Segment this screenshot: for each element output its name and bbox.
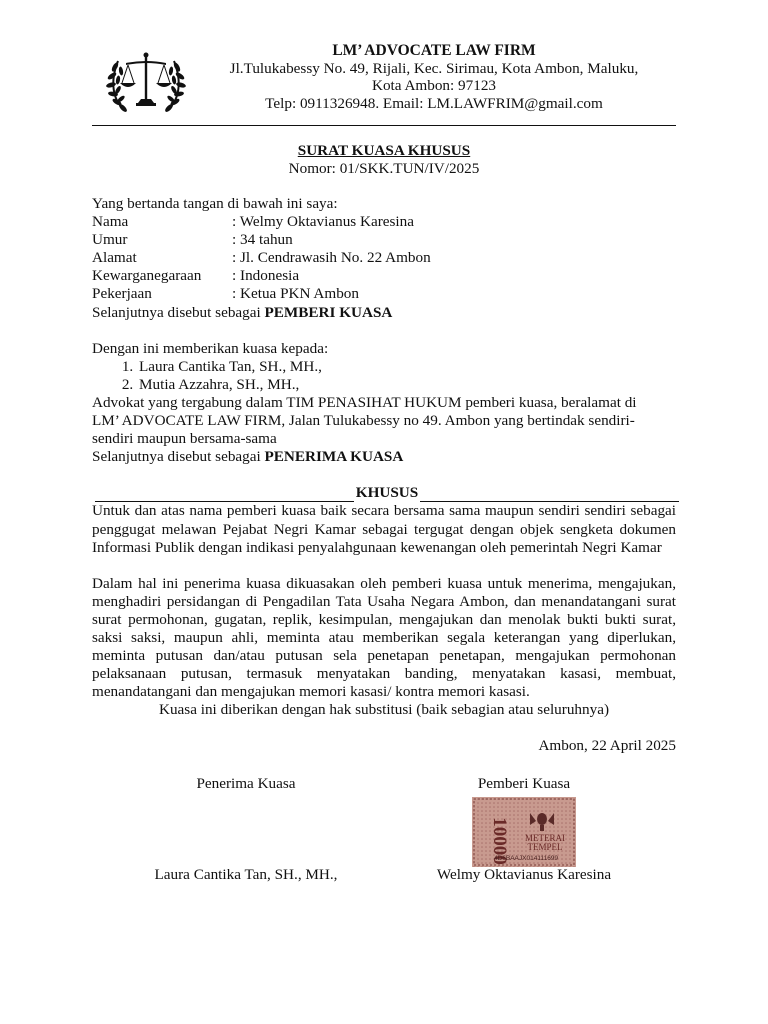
field-value: : Jl. Cendrawasih No. 22 Ambon — [232, 249, 431, 267]
signature-role-right: Pemberi Kuasa — [477, 775, 571, 792]
field-label: Alamat — [92, 249, 137, 267]
heading-rule-right — [420, 490, 679, 502]
document-body — [92, 195, 676, 756]
firm-address-line2: Kota Ambon: 97123 — [371, 77, 497, 94]
firm-name: LM’ ADVOCATE LAW FIRM — [332, 42, 536, 59]
field-label: Pekerjaan — [92, 285, 152, 303]
referred-prefix: Selanjutnya disebut sebagai — [92, 448, 265, 466]
grantee-referred-as — [92, 448, 676, 466]
grantee-description-line2: LM’ ADVOCATE LAW FIRM, Jalan Tulukabessy no 49. Ambon yang bertindak sendiri- — [92, 412, 635, 430]
stamp-serial: 4D6BAAJX014111699 — [493, 855, 559, 862]
field-label: Nama — [92, 213, 129, 231]
document-title: SURAT KUASA KHUSUS — [297, 142, 471, 159]
header-divider — [92, 125, 676, 126]
document-title-block — [92, 142, 676, 178]
substitution-clause: Kuasa ini diberikan dengan hak substitusi (baik sebagian atau seluruhnya) — [158, 701, 610, 719]
khusus-paragraph-2: Dalam hal ini penerima kuasa dikuasakan oleh pemberi kuasa untuk menerima, mengajukan, menghadiri persidangan di Pengadilan Tata Usaha Negara Ambon, dan menandatangani surat surat permohonan, gugatan, replik, kesimpulan, mengajukan dan menolak bukti bukti surat, saksi saksi, maupun ahli, meminta atau memberikan segala keterangan yang diperlukan, meminta putusan dan/atau putusan sela penetapan penetapan, mengajukan permohonan pelaksanaan putusan, termasuk menyatakan banding, menyatakan kasasi, membuat, menandatangani dan mengajukan memori kasasi/ kontra memori kasasi. — [92, 574, 676, 701]
letterhead — [200, 42, 668, 112]
khusus-paragraph-1: Untuk dan atas nama pemberi kuasa baik secara bersama sama maupun sendiri sendiri sebagai penggugat melawan Pejabat Negri Kamar sebagai tergugat dengan objek sengketa dokumen Informasi Publik dengan indikasi penyalahgunaan kewenangan oleh pemerintah Negri Kamar — [92, 502, 676, 556]
grantor-field — [92, 249, 676, 267]
field-label: Kewarganegaraan — [92, 267, 202, 285]
heading-rule-left — [95, 490, 354, 502]
grantor-field — [92, 285, 676, 303]
grantor-field — [92, 213, 676, 231]
grantee-intro: Dengan ini memberikan kuasa kepada: — [92, 339, 329, 357]
referred-prefix: Selanjutnya disebut sebagai — [92, 303, 265, 321]
scales-of-justice-logo-icon — [106, 47, 186, 117]
list-item: 2. Mutia Azzahra, SH., MH., — [137, 376, 676, 394]
grantor-intro: Yang bertanda tangan di bawah ini saya: — [92, 195, 338, 212]
place-date: Ambon, 22 April 2025 — [538, 737, 676, 755]
grantee-description-line3: sendiri maupun bersama-sama — [92, 430, 277, 448]
signature-role-left: Penerima Kuasa — [196, 775, 296, 792]
khusus-heading — [95, 484, 679, 502]
firm-contact: Telp: 0911326948. Email: LM.LAWFRIM@gmail.com — [265, 94, 603, 112]
role-penerima-kuasa: PENERIMA KUASA — [264, 448, 404, 466]
document-number: Nomor: 01/SKK.TUN/IV/2025 — [288, 160, 480, 177]
role-pemberi-kuasa: PEMBERI KUASA — [264, 303, 393, 321]
meterai-stamp-icon — [472, 797, 576, 867]
signature-name-right: Welmy Oktavianus Karesina — [436, 866, 612, 883]
grantee-list — [92, 358, 676, 394]
grantee-description-line1: Advokat yang tergabung dalam TIM PENASIHAT HUKUM pemberi kuasa, beralamat di — [92, 393, 637, 411]
field-value: : Indonesia — [232, 267, 300, 285]
field-label: Umur — [92, 231, 128, 249]
grantor-field — [92, 267, 676, 285]
field-value: : 34 tahun — [232, 231, 293, 249]
stamp-value: 10000 — [489, 817, 510, 865]
grantor-referred-as — [92, 304, 676, 322]
stamp-label-2: TEMPEL — [527, 842, 563, 852]
field-value: : Ketua PKN Ambon — [232, 285, 359, 303]
list-item: 1. Laura Cantika Tan, SH., MH., — [137, 358, 676, 376]
field-value: : Welmy Oktavianus Karesina — [232, 213, 414, 231]
khusus-label: KHUSUS — [355, 484, 419, 502]
signature-name-left: Laura Cantika Tan, SH., MH., — [154, 866, 338, 883]
grantor-field — [92, 231, 676, 249]
firm-address-line1: Jl.Tulukabessy No. 49, Rijali, Kec. Sirimau, Kota Ambon, Maluku, — [229, 59, 639, 77]
stamp-label-1: METERAI — [525, 833, 565, 843]
